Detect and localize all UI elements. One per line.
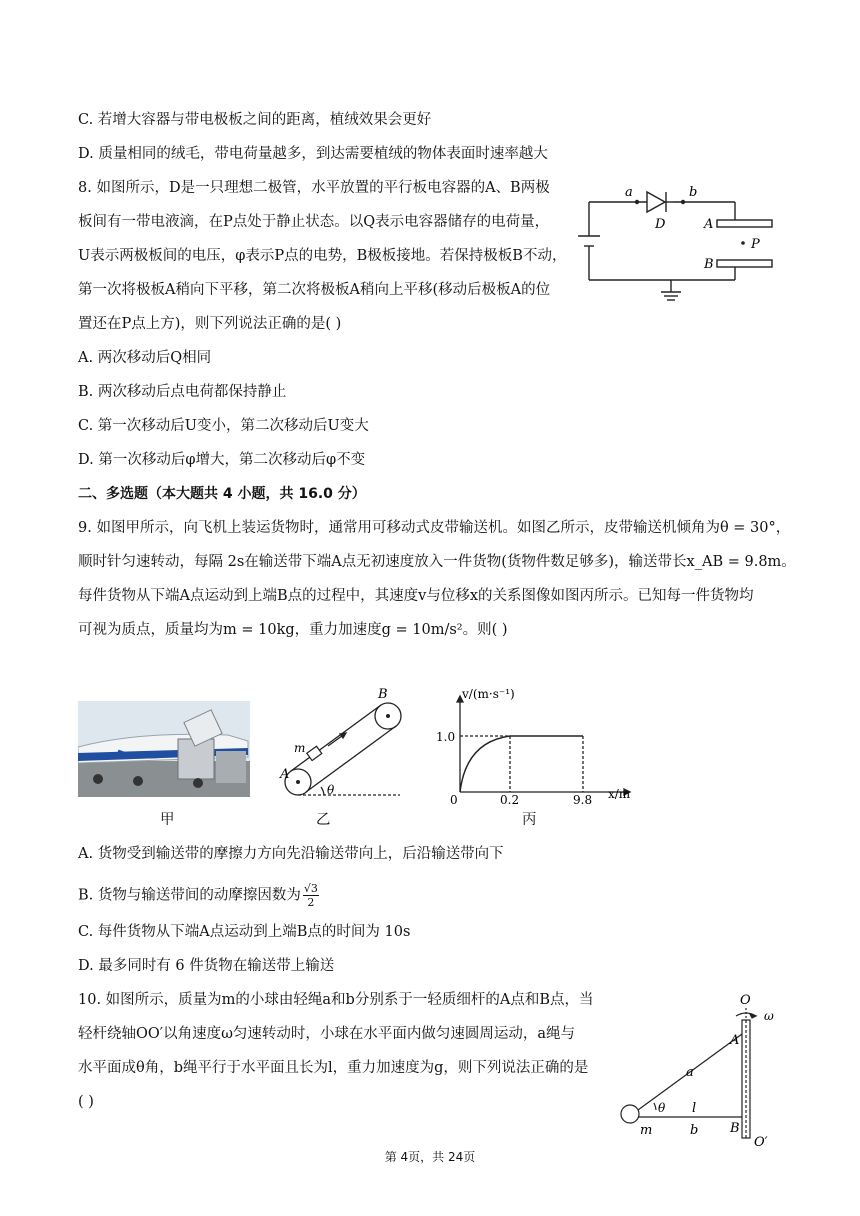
rod-label-o-prime: O′: [754, 1135, 768, 1150]
node-b-dot: [681, 200, 685, 204]
graph-x-tick-0-2: 0.2: [500, 793, 520, 804]
q8-option-b: B. 两次移动后点电荷都保持静止: [78, 384, 287, 400]
q9-stem-line-4: 可视为质点，质量均为m = 10kg，重力加速度g = 10m/s²。则( ): [78, 622, 508, 638]
q9-option-a: A. 货物受到输送带的摩擦力方向先沿输送带向上，后沿输送带向下: [78, 846, 504, 862]
label-plate-b: B: [704, 257, 714, 272]
label-d: D: [655, 217, 666, 232]
q7-option-c: C. 若增大容器与带电极板之间的距离，植绒效果会更好: [78, 112, 432, 128]
q8-stem-line-3: U表示两极板间的电压，φ表示P点的电势，B极板接地。若保持极板B不动，: [78, 248, 567, 264]
graph-x-tick-0: 0: [450, 793, 458, 804]
q10-stem-line-1: 10. 如图所示，质量为m的小球由轻绳a和b分别系于一轻质细杆的A点和B点，当: [78, 992, 594, 1008]
rod-label-b-point: B: [730, 1121, 740, 1136]
q9-stem-line-1: 9. 如图甲所示，向飞机上装运货物时，通常用可移动式皮带输送机。如图乙所示，皮带输送机倾角为θ = 30°，: [78, 520, 791, 536]
airplane-loading-photo: [78, 701, 250, 797]
graph-x-tick-9-8: 9.8: [573, 793, 593, 804]
conveyor-label-b: B: [378, 687, 388, 702]
caption-yi: 乙: [316, 812, 331, 828]
q8-option-c: C. 第一次移动后U变小，第二次移动后U变大: [78, 418, 369, 434]
rope-label-b: b: [690, 1123, 699, 1138]
graph-y-axis-label: v/(m·s⁻¹): [462, 687, 515, 701]
ball-label-m: m: [640, 1123, 653, 1138]
q7-option-d: D. 质量相同的绒毛，带电荷量越多，到达需要植绒的物体表面时速率越大: [78, 146, 548, 162]
section-heading-multiple-choice: 二、多选题（本大题共 4 小题，共 16.0 分）: [78, 486, 366, 502]
q8-option-d: D. 第一次移动后φ增大，第二次移动后φ不变: [78, 452, 366, 468]
q8-circuit-figure: [575, 180, 790, 310]
node-a-dot: [635, 200, 639, 204]
caption-bing: 丙: [522, 812, 537, 828]
fraction-numerator: √3: [303, 882, 318, 895]
q9-stem-line-3: 每件货物从下端A点运动到上端B点的过程中，其速度v与位移x的关系图像如图丙所示。已知每一件货物均: [78, 588, 754, 604]
q9-conveyor-figure: [278, 686, 408, 806]
q9-option-c: C. 每件货物从下端A点运动到上端B点的时间为 10s: [78, 924, 411, 940]
conveyor-label-theta: θ: [327, 783, 335, 797]
label-a: a: [625, 185, 633, 200]
q9-option-b: [78, 882, 319, 909]
conveyor-label-a: A: [280, 767, 290, 782]
rope-label-a: a: [686, 1065, 694, 1080]
caption-jia: 甲: [160, 812, 175, 828]
q8-stem-line-4: 第一次将极板A稍向下平移，第二次将极板A稍向上平移(移动后极板A的位: [78, 282, 551, 298]
rod-label-a-point: A: [730, 1033, 740, 1048]
q10-stem-line-3: 水平面成θ角，b绳平行于水平面且长为l，重力加速度为g，则下列说法正确的是: [78, 1060, 589, 1076]
q8-option-a: A. 两次移动后Q相同: [78, 350, 212, 366]
q9-option-d: D. 最多同时有 6 件货物在输送带上输送: [78, 958, 335, 974]
q9-velocity-displacement-graph: [430, 684, 650, 804]
rod-label-omega: ω: [764, 1009, 774, 1023]
q10-stem-line-4: ( ): [78, 1094, 94, 1110]
q8-stem-line-5: 置还在P点上方)，则下列说法正确的是( ): [78, 316, 342, 332]
fraction-root3-over-2: [303, 882, 319, 909]
fraction-denominator: 2: [307, 896, 315, 909]
q8-stem-line-1: 8. 如图所示，D是一只理想二极管，水平放置的平行板电容器的A、B两极: [78, 180, 550, 196]
conveyor-label-m: m: [294, 741, 306, 755]
rod-label-o: O: [740, 993, 751, 1008]
label-p: P: [751, 237, 760, 252]
label-plate-a: A: [704, 217, 714, 232]
point-p-dot: [741, 241, 745, 245]
q9-option-b-text: B. 货物与输送带间的动摩擦因数为: [78, 887, 301, 904]
length-label-l: l: [692, 1101, 697, 1116]
q10-stem-line-2: 轻杆绕轴OO′以角速度ω匀速转动时，小球在水平面内做匀速圆周运动，a绳与: [78, 1026, 576, 1042]
page-footer: 第 4页，共 24页: [384, 1150, 476, 1164]
graph-x-axis-label: x/m: [608, 787, 631, 801]
q10-rod-ball-figure: [612, 990, 792, 1150]
label-b: b: [689, 185, 698, 200]
q9-stem-line-2: 顺时针匀速转动，每隔 2s在输送带下端A点无初速度放入一件货物(货物件数足够多)，输送带长x_AB = 9.8m。: [78, 554, 796, 570]
graph-y-tick-1: 1.0: [436, 730, 456, 744]
angle-label-theta: θ: [658, 1101, 666, 1115]
q8-stem-line-2: 板间有一带电液滴，在P点处于静止状态。以Q表示电容器储存的电荷量，: [78, 214, 550, 230]
